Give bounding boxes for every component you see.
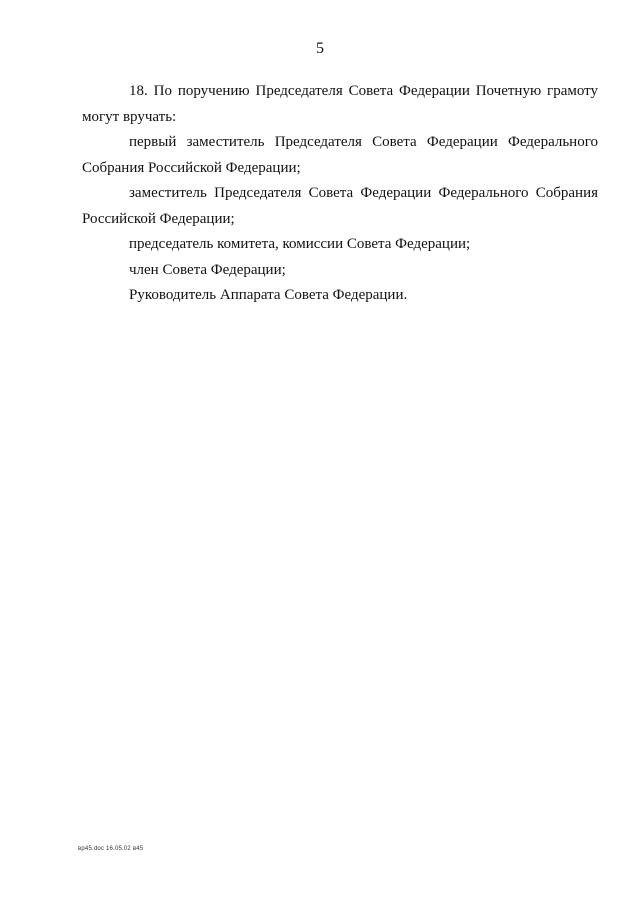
list-item-first-deputy-line-1: первый заместитель Председателя Совета Федерации Федерального [129, 134, 598, 150]
page-number: 5 [316, 40, 324, 57]
paragraph-18-line-2: могут вручать: [82, 108, 177, 125]
list-item-committee-chair: председатель комитета, комиссии Совета Федерации; [129, 236, 471, 252]
list-item-council-member: член Совета Федерации; [129, 261, 286, 278]
list-item-staff-head: Руководитель Аппарата Совета Федерации. [129, 287, 408, 303]
list-item-deputy-line-2: Российской Федерации; [82, 210, 235, 227]
list-item-first-deputy-line-2: Собрания Российской Федерации; [82, 159, 301, 176]
list-item-deputy-line-1: заместитель Председателя Совета Федерации Федерального Собрания [129, 185, 598, 201]
paragraph-18-line-1: 18. По поручению Председателя Совета Федерации Почетную грамоту [129, 83, 598, 99]
document-body [82, 79, 598, 309]
file-stamp: вр45.doc 16.05.02 в45 [78, 846, 144, 852]
